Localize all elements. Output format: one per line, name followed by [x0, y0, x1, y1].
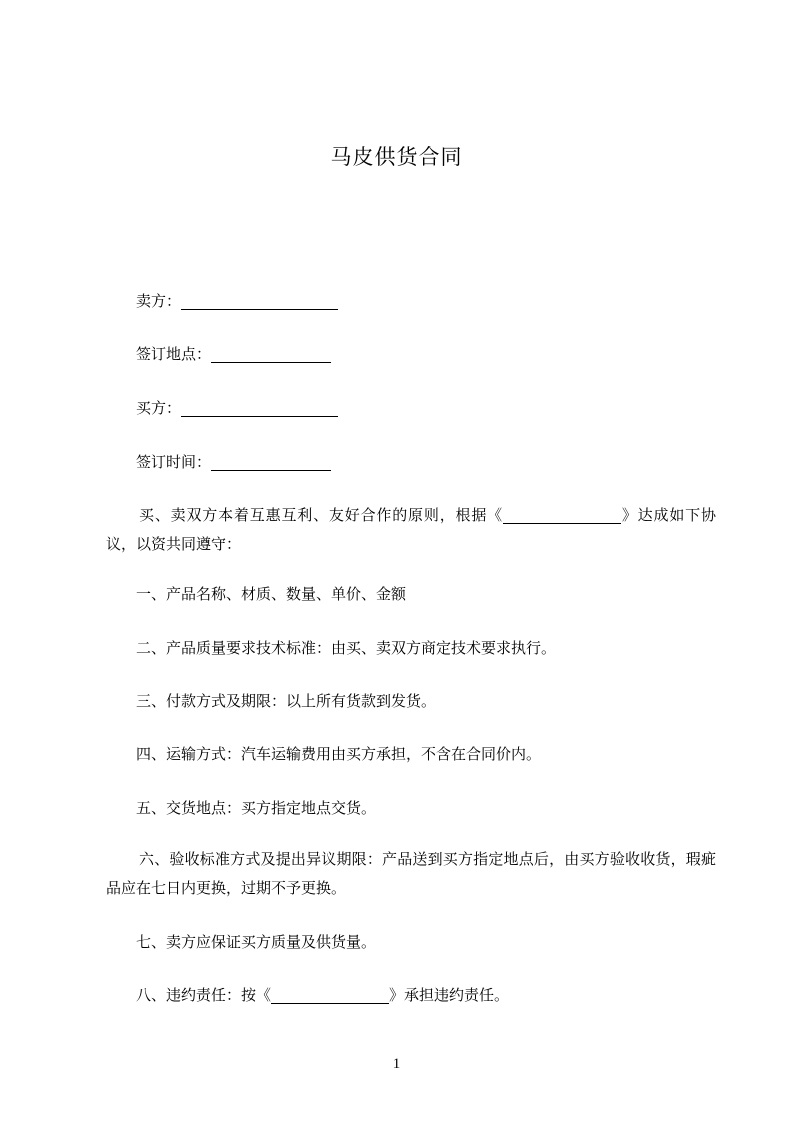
intro-paragraph	[106, 501, 716, 559]
clause-5: 五、交货地点：买方指定地点交货。	[136, 799, 377, 817]
clause-8	[106, 982, 746, 1008]
seller-field	[106, 288, 746, 314]
intro-text-1: 买、卖双方本着互惠互利、友好合作的原则，根据《	[139, 506, 504, 524]
buyer-field	[106, 395, 746, 421]
time-blank[interactable]	[211, 452, 331, 471]
seller-label: 卖方：	[136, 292, 182, 310]
intro-blank[interactable]	[503, 505, 621, 524]
clause-7: 七、卖方应保证买方质量及供货量。	[136, 933, 377, 951]
place-field	[106, 341, 746, 367]
clause-8-blank[interactable]	[271, 985, 389, 1004]
document-title: 马皮供货合同	[330, 145, 463, 169]
clause-8-text-2: 》承担违约责任。	[389, 986, 510, 1004]
intro-text-2: 》达成如下协议，以资共同遵守：	[106, 506, 716, 553]
clause-6	[106, 845, 716, 903]
time-field	[106, 449, 746, 475]
page-number: 1	[392, 1056, 401, 1072]
clause-8-text-1: 八、违约责任：按《	[136, 986, 272, 1004]
clause-6-text: 六、验收标准方式及提出异议期限：产品送到买方指定地点后，由买方验收收货，瑕疵品应在七日内更换，过期不予更换。	[106, 850, 716, 897]
time-label: 签订时间：	[136, 453, 212, 471]
buyer-label: 买方：	[136, 399, 182, 417]
buyer-blank[interactable]	[181, 398, 338, 417]
clause-4: 四、运输方式：汽车运输费用由买方承担，不含在合同价内。	[136, 745, 542, 763]
seller-blank[interactable]	[181, 291, 338, 310]
place-label: 签订地点：	[136, 345, 212, 363]
clause-3: 三、付款方式及期限：以上所有货款到发货。	[136, 692, 437, 710]
place-blank[interactable]	[211, 344, 331, 363]
clause-1: 一、产品名称、材质、数量、单价、金额	[136, 585, 407, 603]
clause-2: 二、产品质量要求技术标准：由买、卖双方商定技术要求执行。	[136, 639, 557, 657]
